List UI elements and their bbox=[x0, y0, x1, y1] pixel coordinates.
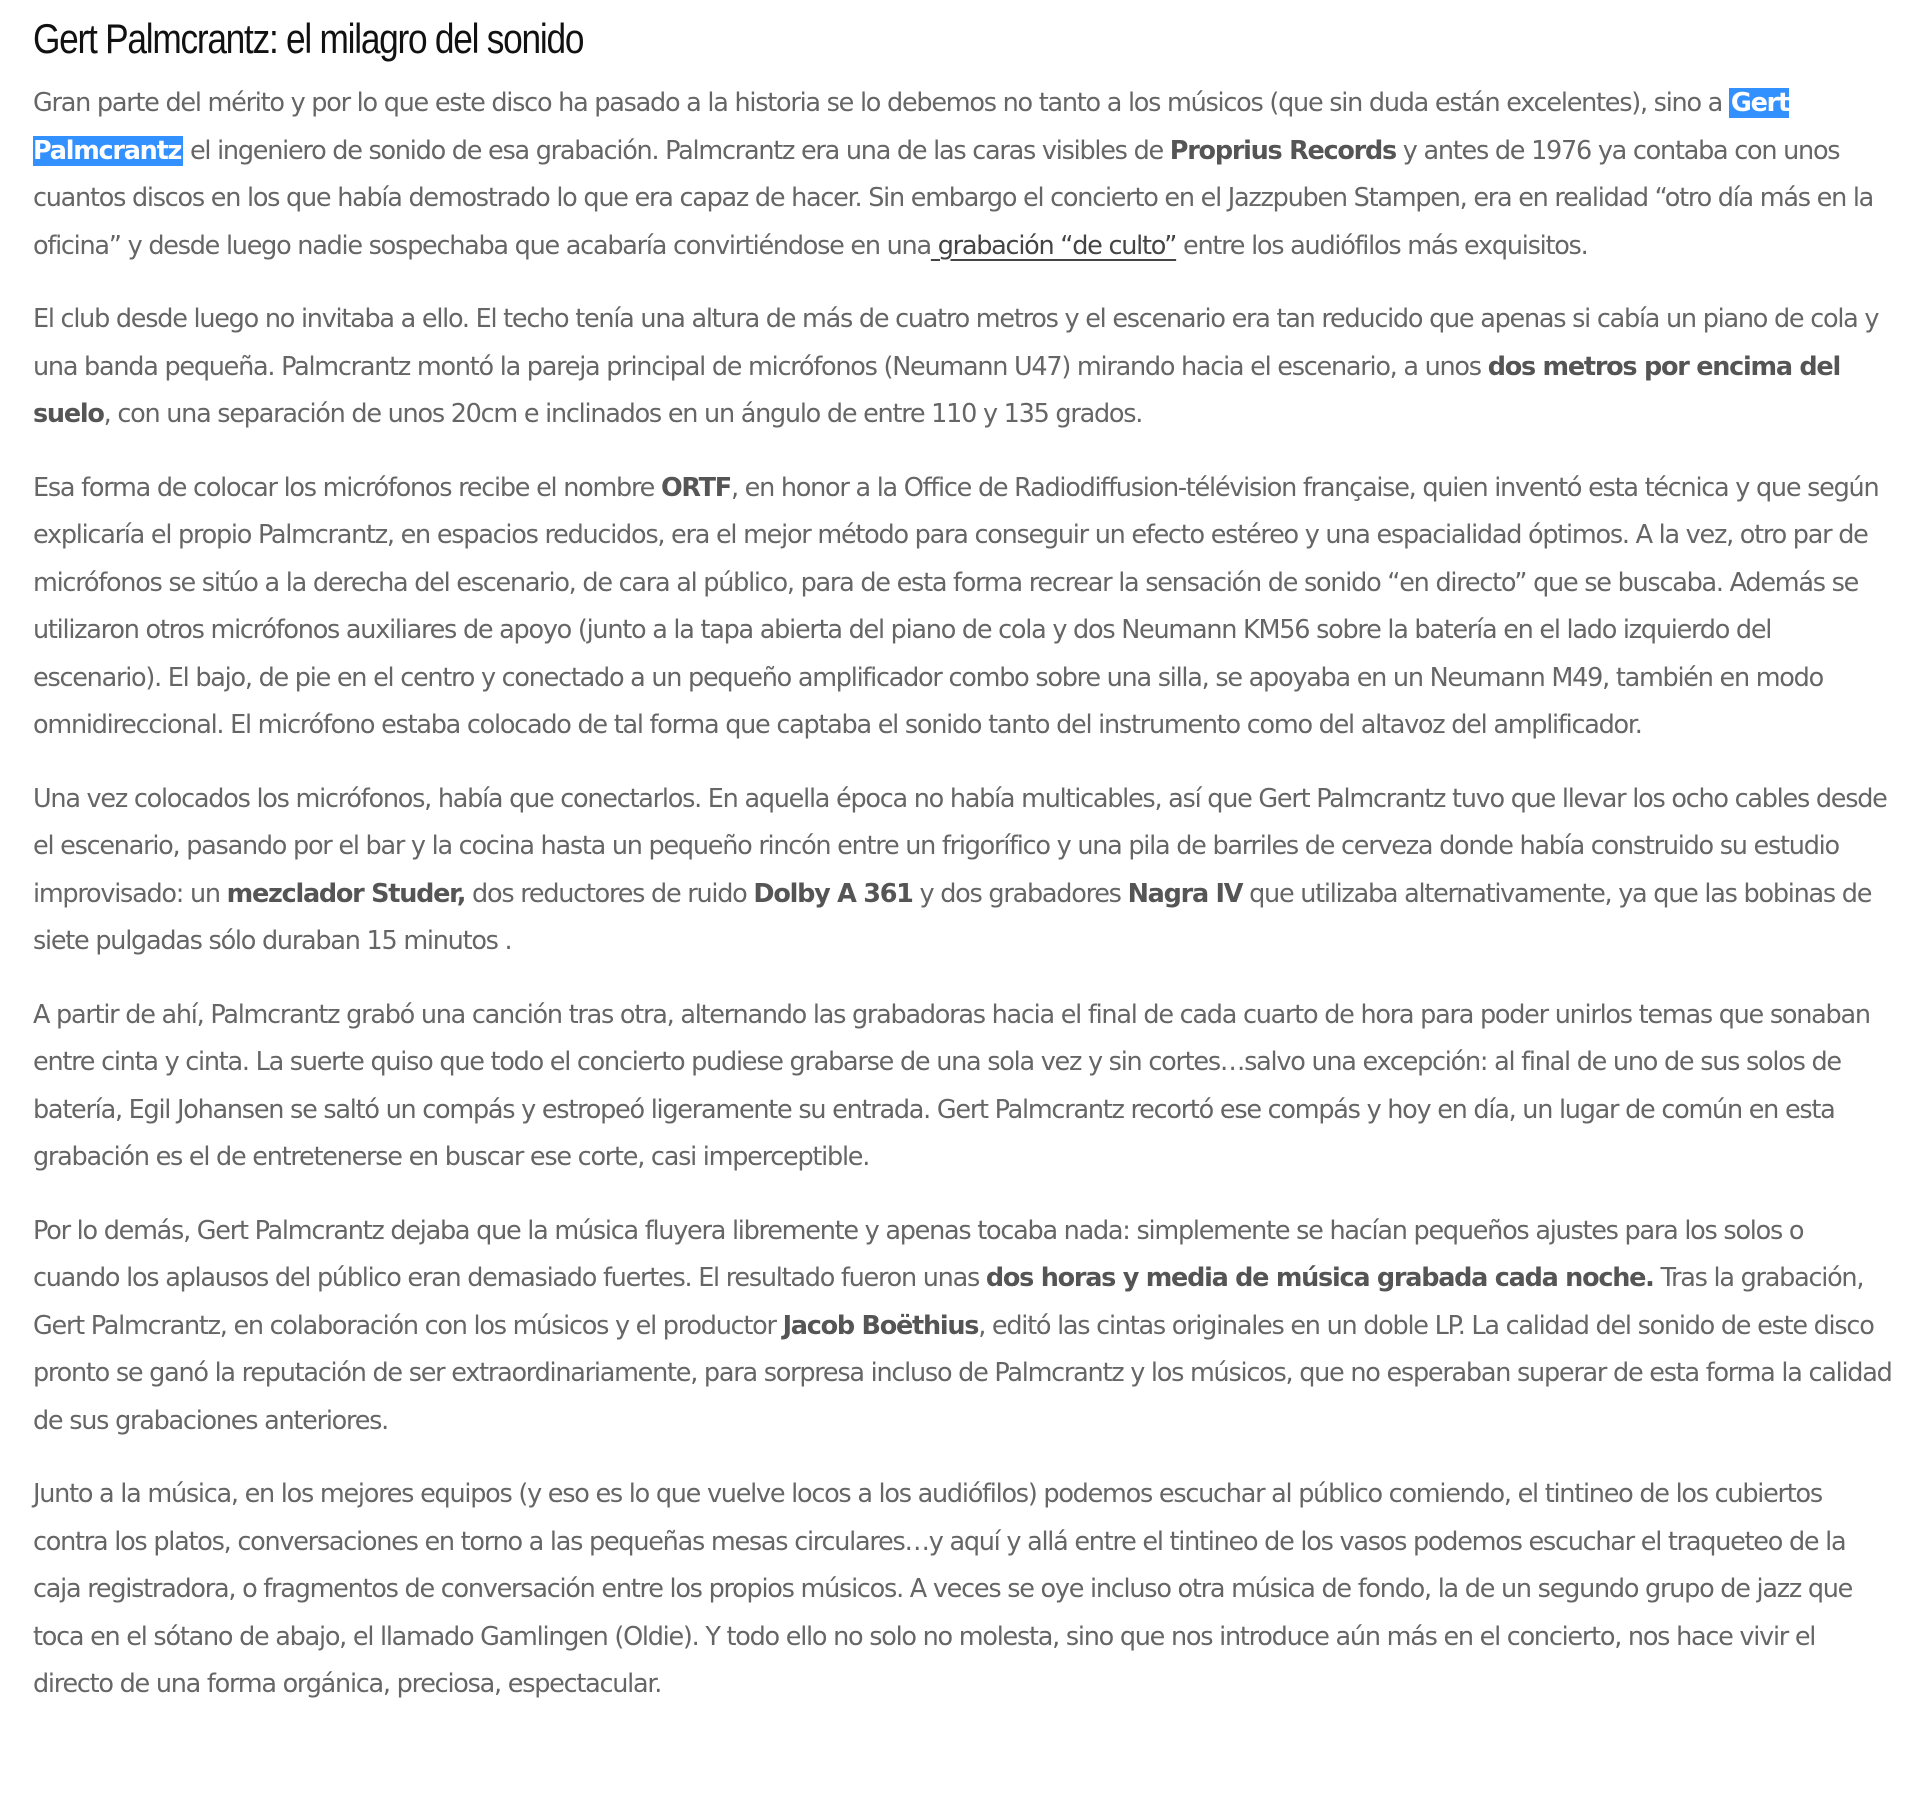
text-span: Esa forma de colocar los micrófonos recibe el nombre bbox=[33, 472, 661, 503]
paragraph-2 bbox=[33, 296, 1895, 439]
bold-text: Jacob Boëthius bbox=[782, 1310, 979, 1341]
section-heading: Gert Palmcrantz: el milagro del sonido bbox=[33, 15, 584, 62]
text-span: A partir de ahí, Palmcrantz grabó una canción tras otra, alternando las grabadoras hacia el final de cada cuarto de hora para poder unirlos temas que sonaban entre cinta y cinta. La suerte quiso que todo el concierto pudiese grabarse de una sola vez y sin cortes…salvo una excepción: al final de uno de sus solos de batería, Egil Johansen se saltó un compás y estropeó ligeramente su entrada. Gert Palmcrantz recortó ese compás y hoy en día, un lugar de común en esta grabación es el de entretenerse en buscar ese corte, casi imperceptible. bbox=[33, 999, 1870, 1172]
text-span: y dos grabadores bbox=[912, 878, 1128, 909]
selected-text-highlight[interactable]: Gert Palmcrantz bbox=[33, 88, 1789, 166]
grabacion-de-culto-link[interactable]: grabación “de culto” bbox=[930, 230, 1177, 261]
text-span: , en honor a la Office de Radiodiffusion-télévision française, quien inventó esta técnica y que según explicaría el propio Palmcrantz, en espacios reducidos, era el mejor método para conseguir un efecto estéreo y una espacialidad óptimos. A la vez, otro par de micrófonos se sitúo a la derecha del escenario, de cara al público, para de esta forma recrear la sensación de sonido “en directo” que se buscaba. Además se utilizaron otros micrófonos auxiliares de apoyo (junto a la tapa abierta del piano de cola y dos Neumann KM56 sobre la batería en el lado izquierdo del escenario). El bajo, de pie en el centro y conectado a un pequeño amplificador combo sobre una silla, se apoyaba en un Neumann M49, también en modo omnidireccional. El micrófono estaba colocado de tal forma que captaba el sonido tanto del instrumento como del altavoz del amplificador. bbox=[33, 472, 1879, 740]
paragraph-3 bbox=[33, 465, 1895, 750]
bold-text: dos horas y media de música grabada cada noche. bbox=[985, 1263, 1654, 1293]
text-span: El club desde luego no invitaba a ello. El techo tenía una altura de más de cuatro metros y el escenario era tan reducido que apenas si cabía un piano de cola y una banda pequeña. Palmcrantz montó la pareja principal de micrófonos (Neumann U47) mirando hacia el escenario, a unos bbox=[33, 304, 1879, 382]
paragraph-6 bbox=[33, 1208, 1895, 1446]
text-span: dos reductores de ruido bbox=[465, 878, 754, 909]
text-span: Por lo demás, Gert Palmcrantz dejaba que la música fluyera libremente y apenas tocaba nada: simplemente se hacían pequeños ajustes para los solos o cuando los aplausos del público eran demasiado fuertes. El resultado fueron unas bbox=[33, 1215, 1804, 1293]
text-span: Junto a la música, en los mejores equipos (y eso es lo que vuelve locos a los audiófilos) podemos escuchar al público comiendo, el tintineo de los cubiertos contra los platos, conversaciones en torno a las pequeñas mesas circulares…y aquí y allá entre el tintineo de los vasos podemos escuchar el traqueteo de la caja registradora, o fragmentos de conversación entre los propios músicos. A veces se oye incluso otra música de fondo, la de un segundo grupo de jazz que toca en el sótano de abajo, el llamado Gamlingen (Oldie). Y todo ello no solo no molesta, sino que nos introduce aún más en el concierto, nos hace vivir el directo de una forma orgánica, preciosa, espectacular. bbox=[33, 1479, 1853, 1699]
paragraph-4 bbox=[33, 776, 1895, 966]
text-span: que utilizaba alternativamente, ya que las bobinas de siete pulgadas sólo duraban 15 minutos . bbox=[33, 878, 1872, 956]
bold-text: ORTF bbox=[660, 472, 731, 503]
text-span: entre los audiófilos más exquisitos. bbox=[1176, 230, 1588, 261]
text-span: Tras la grabación, Gert Palmcrantz, en colaboración con los músicos y el productor bbox=[33, 1263, 1864, 1341]
bold-text: dos metros por encima del suelo bbox=[33, 351, 1840, 429]
bold-text: Proprius Records bbox=[1169, 135, 1396, 166]
paragraph-5 bbox=[33, 992, 1895, 1182]
bold-text: Dolby A 361 bbox=[753, 878, 913, 909]
bold-text: mezclador Studer, bbox=[226, 878, 466, 909]
text-span: , con una separación de unos 20cm e inclinados en un ángulo de entre 110 y 135 grados. bbox=[103, 399, 1143, 429]
paragraph-7 bbox=[33, 1471, 1895, 1709]
text-span: , editó las cintas originales en un doble LP. La calidad del sonido de este disco pronto se ganó la reputación de ser extraordinariamente, para sorpresa incluso de Palmcrantz y los músicos, que no esperaban superar de esta forma la calidad de sus grabaciones anteriores. bbox=[33, 1310, 1892, 1436]
text-span: Gran parte del mérito y por lo que este disco ha pasado a la historia se lo debemos no tanto a los músicos (que sin duda están excelentes), sino a bbox=[33, 88, 1729, 118]
bold-text: Nagra IV bbox=[1127, 878, 1243, 909]
text-span: Una vez colocados los micrófonos, había que conectarlos. En aquella época no había multicables, así que Gert Palmcrantz tuvo que llevar los ocho cables desde el escenario, pasando por el bar y la cocina hasta un pequeño rincón entre un frigorífico y una pila de barriles de cerveza donde había construido su estudio improvisado: un bbox=[33, 783, 1887, 909]
article bbox=[33, 8, 1895, 1735]
paragraph-1 bbox=[33, 80, 1895, 270]
text-span: el ingeniero de sonido de esa grabación. Palmcrantz era una de las caras visibles de bbox=[183, 135, 1170, 166]
text-span: y antes de 1976 ya contaba con unos cuantos discos en los que había demostrado lo que era capaz de hacer. Sin embargo el concierto en el Jazzpuben Stampen, era en realidad “otro día más en la oficina” y desde luego nadie sospechaba que acabaría convirtiéndose en una bbox=[33, 135, 1874, 261]
